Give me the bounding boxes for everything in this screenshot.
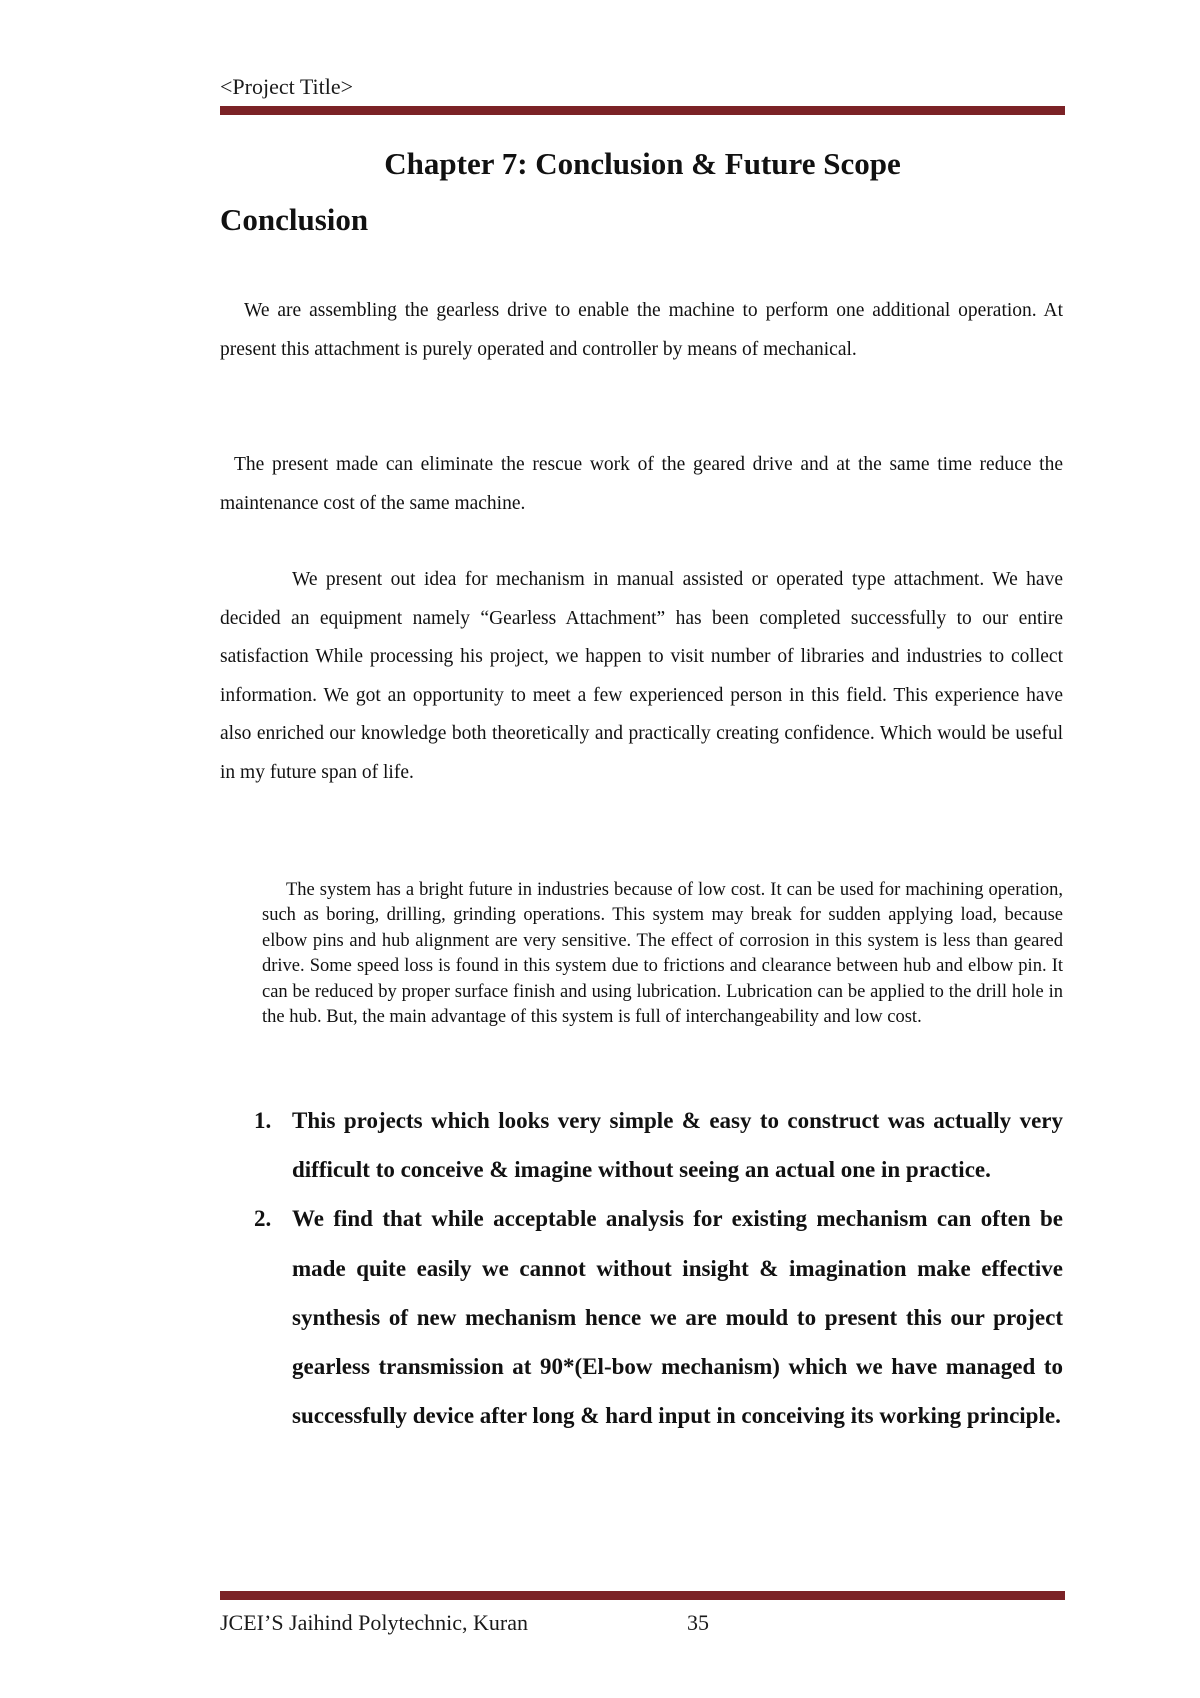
chapter-title: Chapter 7: Conclusion & Future Scope	[384, 146, 901, 181]
section-heading: Conclusion	[220, 202, 369, 237]
list-item-text: This projects which looks very simple & easy to construct was actually very difficult to conceive & imagine without seeing an actual one in practice.	[292, 1108, 1063, 1183]
list-item	[250, 1194, 1063, 1440]
list-item	[250, 1096, 1063, 1194]
list-item-number: 1.	[254, 1108, 272, 1133]
footer-organization: JCEI’S Jaihind Polytechnic, Kuran	[220, 1610, 528, 1635]
footer-divider	[220, 1591, 1065, 1600]
body-paragraph: We are assembling the gearless drive to enable the machine to perform one additional operation. At present this attachment is purely operated and controller by means of mechanical.	[220, 300, 1063, 360]
future-scope-paragraph: The system has a bright future in industries because of low cost. It can be used for machining operation, such as boring, drilling, grinding operations. This system may break for sudden applying load, because elbow pins and hub alignment are very sensitive. The effect of corrosion in this system is less than geared drive. Some speed loss is found in this system due to frictions and clearance between hub and elbow pin. It can be reduced by proper surface finish and using lubrication. Lubrication can be applied to the drill hole in the hub. But, the main advantage of this system is full of interchangeability and low cost.	[262, 880, 1063, 1028]
conclusion-list	[250, 1096, 1063, 1440]
header-divider	[220, 106, 1065, 115]
body-paragraph: The present made can eliminate the rescue work of the geared drive and at the same time reduce the maintenance cost of the same machine.	[220, 454, 1063, 514]
running-header-title: <Project Title>	[220, 74, 353, 99]
list-item-number: 2.	[254, 1206, 272, 1232]
list-item-text: We find that while acceptable analysis for existing mechanism can often be made quite easily we cannot without insight & imagination make effective synthesis of new mechanism hence we are mould to present this our project gearless transmission at 90*(El-bow mechanism) which we have managed to successfully device after long & hard input in conceiving its working principle.	[292, 1206, 1063, 1429]
page-number: 35	[687, 1610, 709, 1635]
body-paragraph: We present out idea for mechanism in manual assisted or operated type attachment. We have decided an equipment namely “Gearless Attachment” has been completed successfully to our entire satisfaction While processing his project, we happen to visit number of libraries and industries to collect information. We got an opportunity to meet a few experienced person in this field. This experience have also enriched our knowledge both theoretically and practically creating confidence. Which would be useful in my future span of life.	[220, 569, 1063, 783]
